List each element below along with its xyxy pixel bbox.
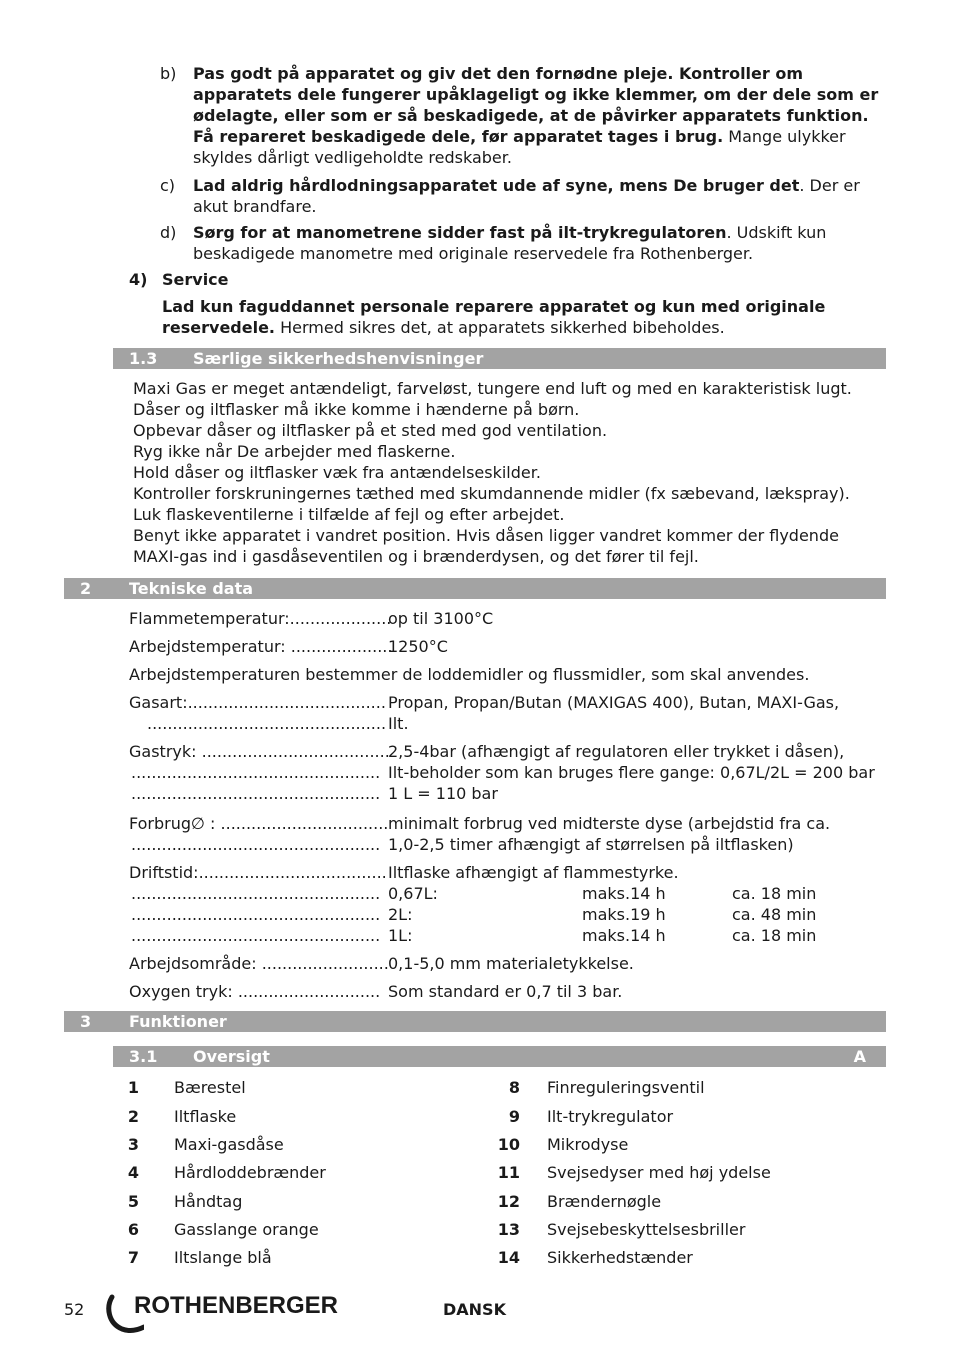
part-number: 6 [127,1220,139,1239]
spec-value: Som standard er 0,7 til 3 bar. [388,982,623,1001]
item-label: c) [160,176,176,195]
part-number: 8 [508,1078,520,1097]
spec-key: Gasart:....................................... [129,693,386,712]
runtime-max: maks.14 h [582,884,666,903]
section-title: Oversigt [193,1047,270,1066]
spec-key: Driftstid:..................................... [129,863,387,882]
safety-note: Kontroller forskruningernes tæthed med skumdannende midler (fx sæbevand, lækspray). [133,484,850,503]
part-label: Svejsebeskyttelsesbriller [547,1220,746,1239]
spec-key: Arbejdstemperatur: .................... [129,637,393,656]
spec-value: 1250°C [388,637,448,656]
section-bar-3 [64,1011,886,1032]
part-label: Gasslange orange [174,1220,319,1239]
safety-note: Ryg ikke når De arbejder med flaskerne. [133,442,456,461]
section-bar-1-3 [113,348,886,369]
item-text: Mange ulykker skyldes dårligt vedligeholdte redskaber. [193,127,846,167]
spec-value: 0,1-5,0 mm materialetykkelse. [388,954,634,973]
section-bar-3-1 [113,1046,886,1067]
item-bold-text: Pas godt på apparatet og giv det den fornødne pleje. Kontroller om apparatets dele fungerer upåklageligt og ikke klemmer, om der dele som er ødelagte, eller som er så beskadigede, at de påvirker apparatets funktion. Få repareret beskadigede dele, før apparatet tages i brug. [193,64,879,146]
safety-note: Hold dåser og iltflasker væk fra antændelseskilder. [133,463,541,482]
item-bold-text: Lad aldrig hårdlodningsapparatet ude af syne, mens De bruger det [193,176,800,195]
runtime-approx: ca. 48 min [732,905,817,924]
spec-value: 1,0-2,5 timer afhængigt af størrelsen på iltflasken) [388,835,794,854]
item-label: b) [160,64,177,83]
spec-note: Arbejdstemperaturen bestemmer de loddemidler og flussmidler, som skal anvendes. [129,665,810,684]
part-label: Hårdloddebrænder [174,1163,326,1182]
section-title: Tekniske data [129,579,254,598]
part-number: 5 [127,1192,139,1211]
instruction-item-d [160,222,880,266]
spec-key: Forbrug∅ : ................................. [129,814,389,833]
spec-value: minimalt forbrug ved midterste dyse (arbejdstid fra ca. [388,814,831,833]
part-number: 1 [127,1078,139,1097]
part-label: Iltflaske [174,1107,237,1126]
service-title: Service [162,270,229,289]
spec-value: Ilt-beholder som kan bruges flere gange: 0,67L/2L = 200 bar [388,763,875,782]
spec-dots: ............................................... [147,714,387,733]
part-number: 12 [497,1192,520,1211]
brand-wordmark: ROTHENBERGER [134,1292,339,1319]
figure-reference: A [853,1047,866,1066]
section-title: Funktioner [129,1012,227,1031]
runtime-size: 0,67L: [388,884,438,903]
part-label: Sikkerhedstænder [547,1248,693,1267]
part-label: Bærestel [174,1078,246,1097]
safety-note: Opbevar dåser og iltflasker på et sted med god ventilation. [133,421,608,440]
item-text: . Der er akut brandfare. [193,176,860,216]
spec-dots: ................................................. [131,926,381,945]
part-number: 10 [497,1135,520,1154]
runtime-max: maks.14 h [582,926,666,945]
spec-key: Arbejdsområde: ......................... [129,954,389,973]
part-label: Brændernøgle [547,1192,662,1211]
spec-value: 2,5-4bar (afhængigt af regulatoren eller trykket i dåsen), [388,742,845,761]
spec-key: Gastryk: ..................................... [129,742,390,761]
safety-note: Maxi Gas er meget antændeligt, farveløst, tungere end luft og med en karakteristisk lugt. [133,379,852,398]
part-label: Maxi-gasdåse [174,1135,284,1154]
spec-value: Propan, Propan/Butan (MAXIGAS 400), Butan, MAXI-Gas, [388,693,840,712]
page-number: 52 [64,1300,85,1319]
spec-key: Oxygen tryk: ............................ [129,982,381,1001]
safety-note: Dåser og iltflasker må ikke komme i hænderne på børn. [133,400,580,419]
part-label: Finreguleringsventil [547,1078,705,1097]
part-number: 2 [127,1107,139,1126]
safety-note: Luk flaskeventilerne i tilfælde af fejl og efter arbejdet. [133,505,565,524]
spec-value: Iltflaske afhængigt af flammestyrke. [388,863,679,882]
safety-note: Benyt ikke apparatet i vandret position. Hvis dåsen ligger vandret kommer der flydende [133,526,839,545]
service-text [162,296,852,338]
spec-dots: ................................................. [131,884,381,903]
part-number: 4 [127,1163,139,1182]
item-label: d) [160,223,177,242]
part-number: 14 [497,1248,520,1267]
part-label: Iltslange blå [174,1248,272,1267]
part-number: 13 [497,1220,520,1239]
runtime-size: 2L: [388,905,413,924]
item-bold-text: Sørg for at manometrene sidder fast på ilt-trykregulatoren [193,223,727,242]
runtime-size: 1L: [388,926,413,945]
spec-value: 1 L = 110 bar [388,784,498,803]
part-label: Ilt-trykregulator [547,1107,674,1126]
runtime-max: maks.19 h [582,905,666,924]
brand-logo [104,1291,354,1335]
safety-notes-list [133,378,873,567]
spec-dots: ................................................. [131,905,381,924]
section-number: 3 [80,1012,92,1031]
spec-key: Flammetemperatur:.................... [129,609,392,628]
service-heading [129,269,229,290]
part-number: 11 [497,1163,520,1182]
instruction-item-c [160,175,880,219]
part-number: 3 [127,1135,139,1154]
spec-dots: ................................................. [131,763,381,782]
spec-value: op til 3100°C [388,609,494,628]
part-number: 7 [127,1248,139,1267]
section-bar-2 [64,578,886,599]
service-number: 4) [129,270,148,289]
service-bold-text: Lad kun faguddannet personale reparere apparatet og kun med originale reservedele. [162,297,826,337]
section-number: 1.3 [129,349,158,368]
part-label: Svejsedyser med høj ydelse [547,1163,771,1182]
item-text: . Udskift kun beskadigede manometre med originale reservedele fra Rothenberger. [193,223,827,263]
section-number: 3.1 [129,1047,158,1066]
safety-note: MAXI-gas ind i gasdåseventilen og i brænderdysen, og det fører til fejl. [133,547,699,566]
runtime-approx: ca. 18 min [732,884,817,903]
service-rest-text: Hermed sikres det, at apparatets sikkerhed bibeholdes. [275,318,725,337]
runtime-approx: ca. 18 min [732,926,817,945]
language-label: DANSK [443,1300,506,1319]
spec-dots: ................................................. [131,835,381,854]
spec-dots: ................................................. [131,784,381,803]
section-title: Særlige sikkerhedshenvisninger [193,349,484,368]
spec-value: Ilt. [388,714,409,733]
instruction-item-b [160,63,880,173]
part-label: Håndtag [174,1192,243,1211]
part-label: Mikrodyse [547,1135,629,1154]
section-number: 2 [80,579,92,598]
part-number: 9 [508,1107,520,1126]
